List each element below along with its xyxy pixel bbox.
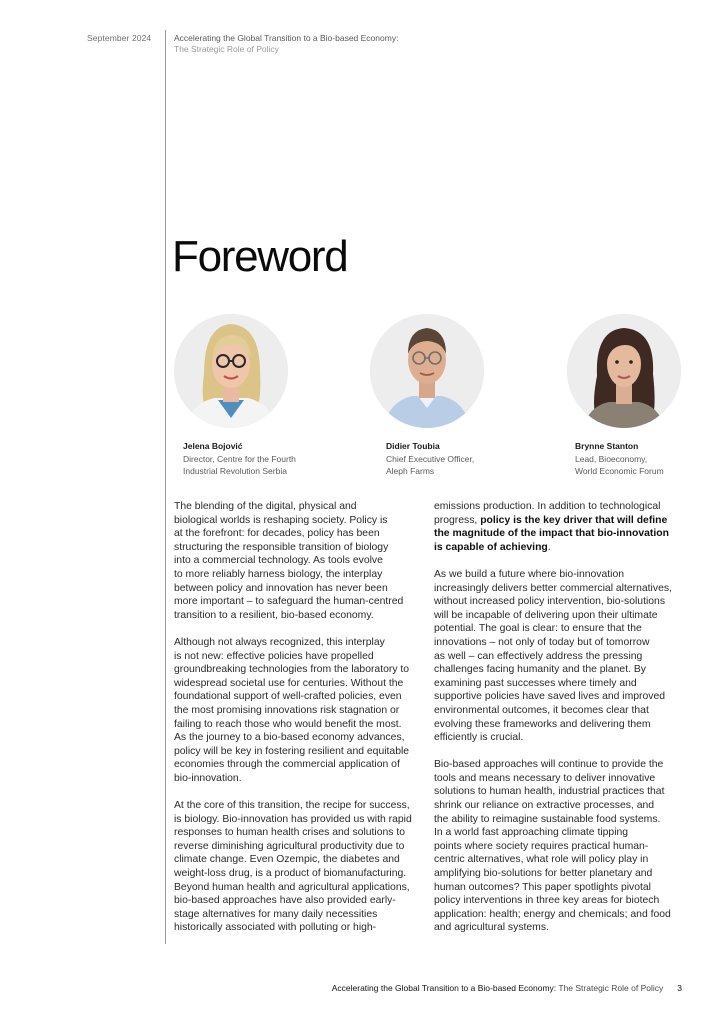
text-line: structuring the responsible transition of biology [174, 541, 389, 553]
author-photo-jelena-bojovic [174, 314, 288, 428]
text-line: failing to reach those who would benefit the most. [174, 718, 402, 730]
text-line: weight-loss drug, is a product of biomanufacturing. [174, 868, 407, 880]
text-line: As we build a future where bio-innovation [434, 568, 625, 580]
text-line: stage alternatives for many daily necessities [174, 908, 378, 920]
text-line: points where society requires practical human- [434, 840, 649, 852]
text-line: is not new: effective policies have propelled [174, 650, 374, 662]
vertical-divider [165, 30, 166, 944]
page-number: 3 [677, 983, 682, 993]
author-role: World Economic Forum [575, 466, 664, 476]
text-line: solutions to human health, industrial practices that [434, 786, 665, 798]
text-line: climate change. Even Ozempic, the diabetes and [174, 854, 400, 866]
text-line [434, 541, 684, 555]
author-caption-3 [575, 440, 664, 478]
text-line: foundational support of well-crafted policies, even [174, 691, 402, 703]
text-line: examining past successes where timely and [434, 677, 637, 689]
text-line: increasingly delivers better commercial alternatives, [434, 582, 672, 594]
text-line: the ability to reimagine sustainable food systems. [434, 813, 661, 825]
text-line: reverse diminishing agricultural productivity due to [174, 840, 405, 852]
author-role: Director, Centre for the Fourth [183, 453, 296, 464]
text-line: and agricultural systems. [434, 922, 549, 934]
text-line: groundbreaking technologies from the laboratory to [174, 664, 410, 676]
author-photo-didier-toubia [370, 314, 484, 428]
body-column-left [174, 500, 424, 949]
text-line: the most promising innovations risk stagnation or [174, 704, 400, 716]
text-line: As the journey to a bio-based economy advances, [174, 732, 405, 744]
author-role: Lead, Bioeconomy, [575, 453, 648, 464]
text-line: between policy and innovation has never been [174, 582, 388, 594]
text-line: at the forefront: for decades, policy has been [174, 528, 380, 540]
header-title: Accelerating the Global Transition to a Bio-based Economy: [174, 33, 399, 43]
text-line: as well – can effectively address the pressing [434, 650, 643, 662]
text-line: bio-innovation. [174, 772, 242, 784]
emphasis-text: the magnitude of the impact that bio-innovation [434, 528, 669, 540]
text-line: In a world fast approaching climate tipping [434, 827, 629, 839]
page-title: Foreword [172, 232, 348, 281]
author-caption-2 [386, 440, 474, 478]
author-role: Aleph Farms [386, 466, 435, 476]
text-span: progress, [434, 514, 481, 526]
body-column-right [434, 500, 684, 949]
emphasis-text: is capable of achieving [434, 541, 548, 553]
text-line: into a commercial technology. As tools evolve [174, 555, 383, 567]
text-line: widespread societal use for centuries. Without the [174, 677, 404, 689]
text-line: application: health; energy and chemicals; and food [434, 908, 671, 920]
text-line: policy will be key in fostering resilient and equitable [174, 745, 410, 757]
author-name: Brynne Stanton [575, 441, 639, 451]
text-line: without increased policy intervention, bio-solutions [434, 596, 666, 608]
paragraph [174, 799, 424, 935]
text-line: Beyond human health and agricultural applications, [174, 881, 410, 893]
paragraph [434, 758, 684, 935]
text-line: shrink our reliance on extractive processes, and [434, 800, 655, 812]
text-line: challenges facing humanity and the planet. By [434, 664, 646, 676]
text-line: historically associated with polluting or high- [174, 922, 377, 934]
header-date: September 2024 [87, 33, 152, 43]
text-line: bio-based approaches have also provided early- [174, 895, 396, 907]
paragraph [174, 500, 424, 622]
text-line: amplifying bio-solutions for better planetary and [434, 868, 653, 880]
text-line: will be incapable of delivering upon their ultimate [434, 609, 658, 621]
author-photo-brynne-stanton [567, 314, 681, 428]
text-line: policy interventions in three key areas for biotech [434, 895, 660, 907]
text-line: transition to a resilient, bio-based economy. [174, 609, 374, 621]
author-role: Chief Executive Officer, [386, 453, 475, 464]
text-line: evolving these frameworks and delivering them [434, 718, 651, 730]
footer-title: Accelerating the Global Transition to a Bio-based Economy: [331, 983, 557, 993]
paragraph [174, 636, 424, 786]
text-line: biological worlds is reshaping society. Policy is [174, 514, 388, 526]
text-line: environmental outcomes, it becomes clear that [434, 704, 649, 716]
paragraph [434, 568, 684, 745]
text-line: centric alternatives, what role will policy play in [434, 854, 649, 866]
text-line: emissions production. In addition to technological [434, 501, 661, 512]
text-line: innovations – not only of today but of tomorrow [434, 636, 650, 648]
author-role: Industrial Revolution Serbia [183, 466, 287, 476]
text-line: Although not always recognized, this interplay [174, 636, 385, 648]
text-line: is biology. Bio-innovation has provided us with rapid [174, 813, 412, 825]
text-line: efficiently is crucial. [434, 732, 524, 744]
footer-subtitle: The Strategic Role of Policy [556, 983, 664, 993]
text-line [434, 514, 684, 528]
text-line: The blending of the digital, physical and [174, 501, 357, 512]
text-line: to more reliably harness biology, the interplay [174, 568, 383, 580]
header-subtitle: The Strategic Role of Policy [174, 44, 279, 54]
author-caption-1 [183, 440, 296, 478]
text-line: responses to human health crises and solutions to [174, 827, 406, 839]
text-line: Bio-based approaches will continue to provide the [434, 759, 664, 771]
text-line: more important – to safeguard the human-centred [174, 596, 404, 608]
emphasis-text: policy is the key driver that will define [480, 514, 668, 526]
page-footer [0, 983, 682, 993]
author-name: Didier Toubia [386, 441, 440, 451]
text-line: supportive policies have saved lives and improved [434, 691, 666, 703]
paragraph [434, 500, 684, 554]
text-line: economies through the commercial application of [174, 759, 400, 771]
text-line: potential. The goal is clear: to ensure that the [434, 623, 642, 635]
text-span: . [547, 541, 551, 553]
text-line: tools and means necessary to deliver innovative [434, 772, 656, 784]
text-line: human outcomes? This paper spotlights pivotal [434, 881, 651, 893]
text-line: At the core of this transition, the recipe for success, [174, 800, 410, 812]
author-name: Jelena Bojović [183, 441, 243, 451]
